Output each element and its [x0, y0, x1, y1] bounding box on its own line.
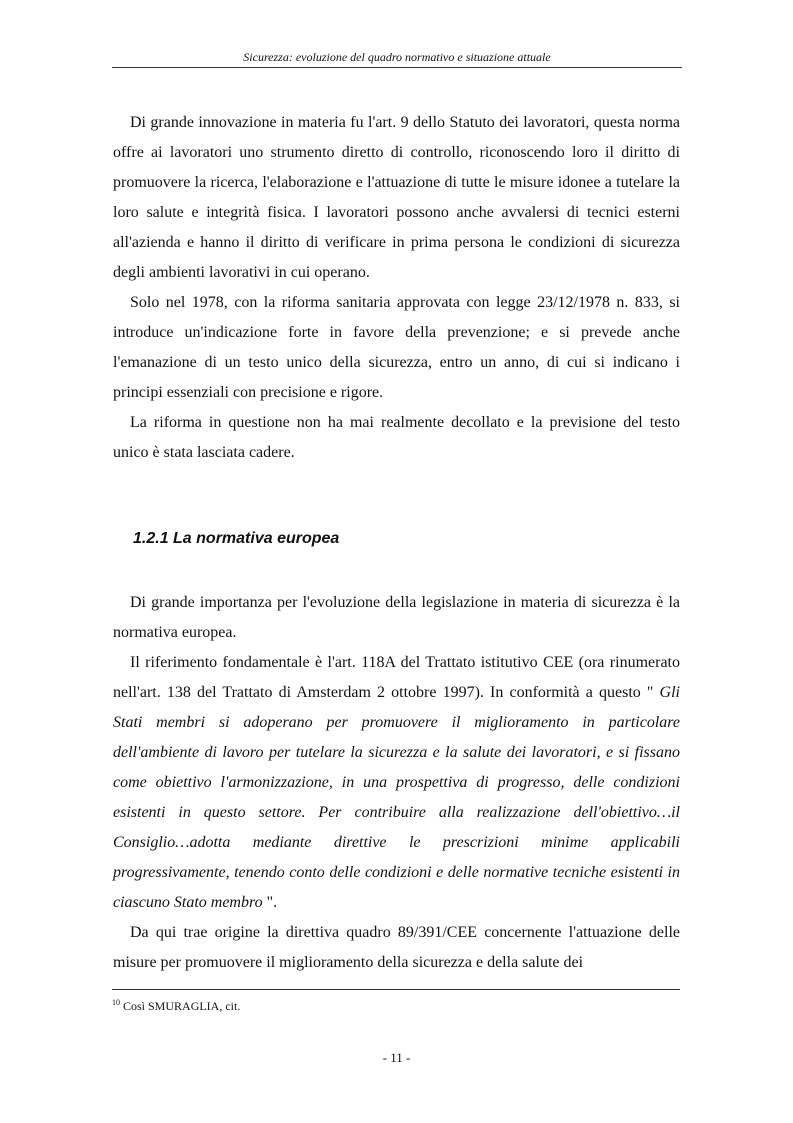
- paragraph: Di grande innovazione in materia fu l'art. 9 dello Statuto dei lavoratori, questa norma offre ai lavoratori uno strumento diretto di controllo, riconoscendo loro il diritto di promuovere la ricerca, l'elaborazione e l'attuazione di tutte le misure idonee a tutelare la loro salute e integrità fisica. I lavoratori possono anche avvalersi di tecnici esterni all'azienda e hanno il diritto di verificare in prima persona le condizioni di sicurezza degli ambienti lavorativi in cui operano.: [113, 114, 680, 281]
- paragraph: Di grande importanza per l'evoluzione della legislazione in materia di sicurezza è la normativa europea.: [113, 594, 680, 641]
- paragraph: Da qui trae origine la direttiva quadro 89/391/CEE concernente l'attuazione delle misure per promuovere il miglioramento della sicurezza e della salute dei: [113, 924, 680, 971]
- paragraph: La riforma in questione non ha mai realmente decollato e la previsione del testo unico è stata lasciata cadere.: [113, 414, 680, 461]
- footnote-text: Così SMURAGLIA, cit.: [120, 999, 241, 1013]
- paragraph-end: ".: [262, 894, 278, 911]
- paragraph-intro: Il riferimento fondamentale è l'art. 118A del Trattato istitutivo CEE (ora rinumerato nell'art. 138 del Trattato di Amsterdam 2 ottobre 1997). In conformità a questo ": [113, 654, 680, 701]
- footnote-number: 10: [112, 998, 120, 1007]
- body-text-block-2: [113, 588, 680, 978]
- page-header: Sicurezza: evoluzione del quadro normativo e situazione attuale: [112, 50, 682, 68]
- page-number: - 11 -: [382, 1050, 411, 1065]
- quoted-text: Gli Stati membri si adoperano per promuovere il miglioramento in particolare dell'ambiente di lavoro per tutelare la sicurezza e la salute dei lavoratori, e si fissano come obiettivo l'armonizzazione, in una prospettiva di progresso, delle condizioni esistenti in questo settore. Per contribuire alla realizzazione dell'obiettivo…il Consiglio…adotta mediante direttive le prescrizioni minime applicabili progressivamente, tenendo conto delle condizioni e delle normative tecniche esistenti in ciascuno Stato membro: [113, 684, 680, 911]
- section-heading: 1.2.1 La normativa europea: [133, 530, 340, 547]
- footnote-divider: [112, 989, 680, 990]
- paragraph-with-quote: [113, 648, 680, 918]
- body-text-block-1: [113, 108, 680, 468]
- paragraph: Solo nel 1978, con la riforma sanitaria approvata con legge 23/12/1978 n. 833, si introduce un'indicazione forte in favore della prevenzione; e si prevede anche l'emanazione di un testo unico della sicurezza, entro un anno, di cui si indicano i principi essenziali con precisione e rigore.: [113, 294, 680, 401]
- footnote: [112, 995, 240, 1014]
